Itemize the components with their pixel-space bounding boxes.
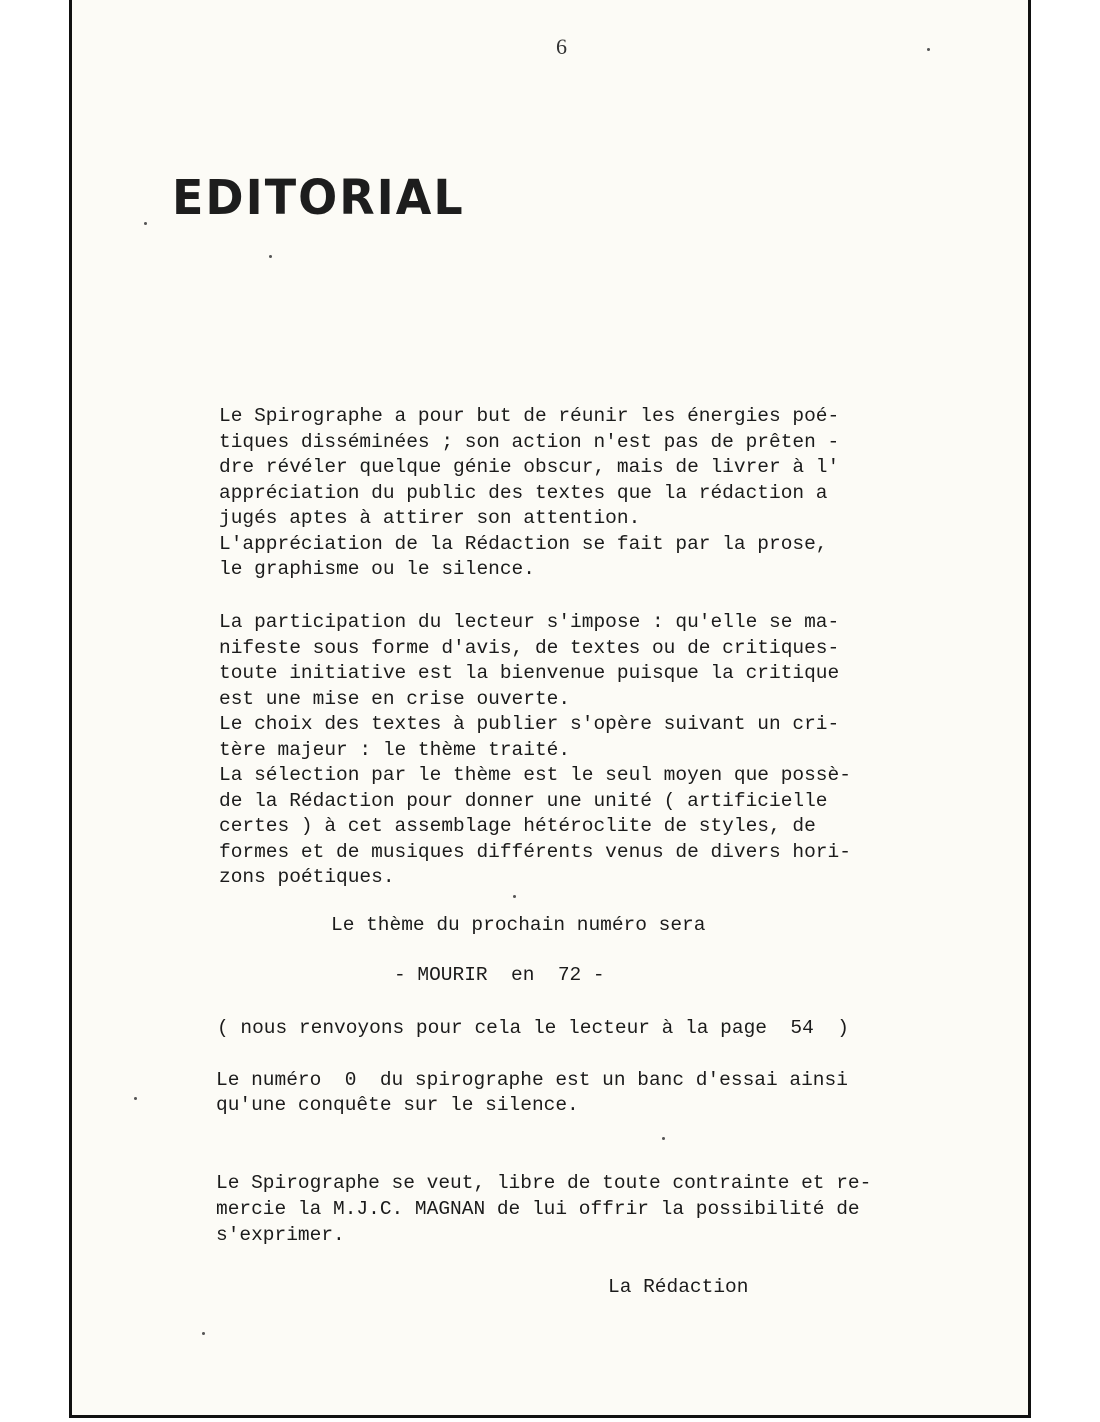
page-title: EDITORIAL <box>172 168 465 226</box>
paper-speck <box>662 1137 665 1140</box>
page-number: 6 <box>556 34 567 59</box>
paper-speck <box>927 48 930 51</box>
paragraph-thanks: Le Spirographe se veut, libre de toute contrainte et re- mercie la M.J.C. MAGNAN de lui offrir la possibilité de s'exprimer. <box>216 1172 872 1246</box>
document-page <box>69 0 1031 1418</box>
paper-speck <box>144 222 147 225</box>
paragraph-issue-zero: Le numéro 0 du spirographe est un banc d'essai ainsi qu'une conquête sur le silence. <box>216 1069 848 1116</box>
paragraph-purpose: Le Spirographe a pour but de réunir les énergies poé- tiques disséminées ; son action n'est pas de prêten - dre révéler quelque génie obscur, mais de livrer à l' appréciation du public des textes que la rédaction a jugés aptes à attirer son attention. L'appréciation de la Rédaction se fait par la prose, le graphisme ou le silence. <box>219 405 840 580</box>
signature: La Rédaction <box>608 1276 749 1298</box>
next-theme: - MOURIR en 72 - <box>394 964 605 986</box>
page-reference: ( nous renvoyons pour cela le lecteur à la page 54 ) <box>217 1017 849 1039</box>
paper-speck <box>513 895 516 898</box>
paper-speck <box>269 255 272 258</box>
next-theme-intro: Le thème du prochain numéro sera <box>331 914 706 936</box>
paragraph-participation: La participation du lecteur s'impose : qu'elle se ma- nifeste sous forme d'avis, de textes ou de critiques- toute initiative est la bienvenue puisque la critique est une mise en crise ouverte. Le choix des textes à publier s'opère suivant un cri- tère majeur : le thème traité. La sélection par le thème est le seul moyen que possè- de la Rédaction pour donner une unité ( artificielle certes ) à cet assemblage hétéroclite de styles, de formes et de musiques différents venus de divers hori- zons poétiques. <box>219 611 851 888</box>
paper-speck <box>202 1332 205 1335</box>
paper-speck <box>134 1097 137 1100</box>
